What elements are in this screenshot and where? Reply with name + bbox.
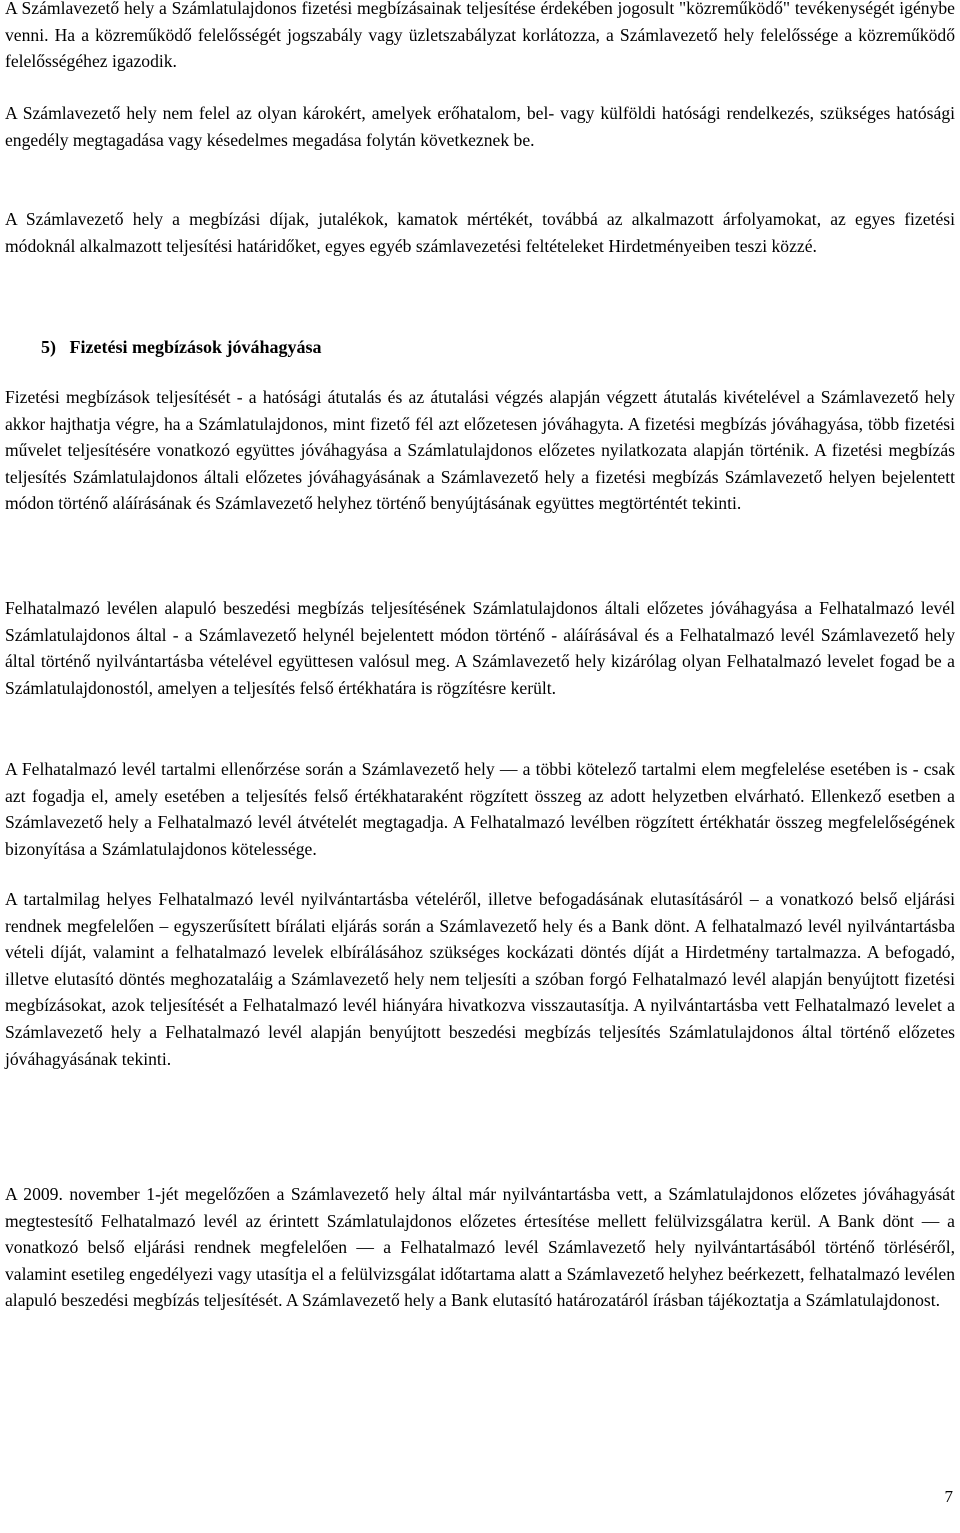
paragraph-registration-decision: A tartalmilag helyes Felhatalmazó levél nyilvántartásba vételéről, illetve befogadásának elutasításáról – a vonatkozó belső eljárási rendnek megfelelően – egyszerűsített bírálati eljárás során a Számlavezető hely és a Bank dönt. A felhatalmazó levél nyilvántartásba vételi díját, valamint a felhatalmazó levelek elbírálásához szükséges kockázati döntés díját a Hirdetmény tartalmazza. A befogadó, illetve elutasító döntés meghozataláig a Számlavezető hely nem teljesíti a szóban forgó Felhatalmazó levél alapján benyújtott fizetési megbízásokat, azok teljesítését a Felhatalmazó levél hiányára hivatkozva visszautasítja. A nyilvántartásba vett Felhatalmazó levelet a Számlavezető hely a Felhatalmazó levél alapján benyújtott beszedési megbízás teljesítés Számlatulajdonos által történő előzetes jóváhagyásának tekinti. [5, 889, 955, 1069]
paragraph-force-majeure: A Számlavezető hely nem felel az olyan károkért, amelyek erőhatalom, bel- vagy külföldi hatósági rendelkezés, szükséges hatósági engedély megtagadása vagy késedelmes megadása folytán következnek be. [5, 103, 955, 150]
paragraph-review-2009: A 2009. november 1-jét megelőzően a Számlavezető hely által már nyilvántartásba vett, a Számlatulajdonos előzetes jóváhagyását megtestesítő Felhatalmazó levél az érintett Számlatulajdonos előzetes értesítése mellett felülvizsgálatra kerül. A Bank dönt — a vonatkozó belső eljárási rendnek megfelelően — a Felhatalmazó levél Számlavezető hely nyilvántartásából történő törléséről, valamint esetileg engedélyezi vagy utasítja el a felülvizsgálat időtartama alatt a Számlavezető helyhez beérkezett, felhatalmazó levélen alapuló beszedési megbízás teljesítését. A Számlavezető hely a Bank elutasító határozatáról írásban tájékoztatja a Számlatulajdonost. [5, 1184, 955, 1311]
paragraph-payment-approval: Fizetési megbízások teljesítését - a hatósági átutalás és az átutalási végzés alapján végzett átutalás kivételével a Számlavezető hely akkor hajthatja végre, ha a Számlatulajdonos, mint fizető fél azt előzetesen jóváhagyta. A fizetési megbízás jóváhagyása, több fizetési művelet teljesítésére vonatkozó együttes jóváhagyása a Számlatulajdonos előzetes nyilatkozata alapján történik. A fizetési megbízás teljesítés Számlatulajdonos általi előzetes jóváhagyásának a Számlavezető hely a fizetési megbízás Számlavezető helyen bejelentett módon történő aláírásának és Számlavezető helyhez történő benyújtásának együttes megtörténtét tekinti. [5, 387, 955, 514]
paragraph-intermediary: A Számlavezető hely a Számlatulajdonos fizetési megbízásainak teljesítése érdekében jogosult "közreműködő" tevékenységét igénybe venni. Ha a közreműködő felelősségét jogszabály vagy üzletszabályzat korlátozza, a Számlavezető hely felelőssége a közreműködő felelősségéhez igazodik. [5, 0, 955, 72]
paragraph-authorization-letter: Felhatalmazó levélen alapuló beszedési megbízás teljesítésének Számlatulajdonos általi előzetes jóváhagyása a Felhatalmazó levél Számlatulajdonos által - a Számlavezető helynél bejelentett módon történő - aláírásával és a Felhatalmazó levél Számlavezető hely által történő nyilvántartásba vételével együttesen valósul meg. A Számlavezető hely kizárólag olyan Felhatalmazó levelet fogad be a Számlatulajdonostól, amelyen a teljesítés felső értékhatára is rögzítésre került. [5, 598, 955, 698]
paragraph-letter-content-check: A Felhatalmazó levél tartalmi ellenőrzése során a Számlavezető hely — a többi kötelező tartalmi elem megfelelése esetében is - csak azt fogadja el, amely esetében a teljesítés felső értékhataraként rögzített összeg az adott helyzetben elvárható. Ellenkező esetben a Számlavezető hely a Felhatalmazó levél átvételét megtagadja. A Felhatalmazó levélben rögzített értékhatár összeg megfelelőségének bizonyítása a Számlatulajdonos kötelessége. [5, 759, 955, 859]
page-number: 7 [944, 1487, 953, 1506]
section-heading: 5) Fizetési megbízások jóváhagyása [41, 337, 322, 357]
paragraph-fees-announcement: A Számlavezető hely a megbízási díjak, jutalékok, kamatok mértékét, továbbá az alkalmazott árfolyamokat, az egyes fizetési módoknál alkalmazott teljesítési határidőket, egyes egyéb számlavezetési feltételeket Hirdetményeiben teszi közzé. [5, 209, 955, 256]
